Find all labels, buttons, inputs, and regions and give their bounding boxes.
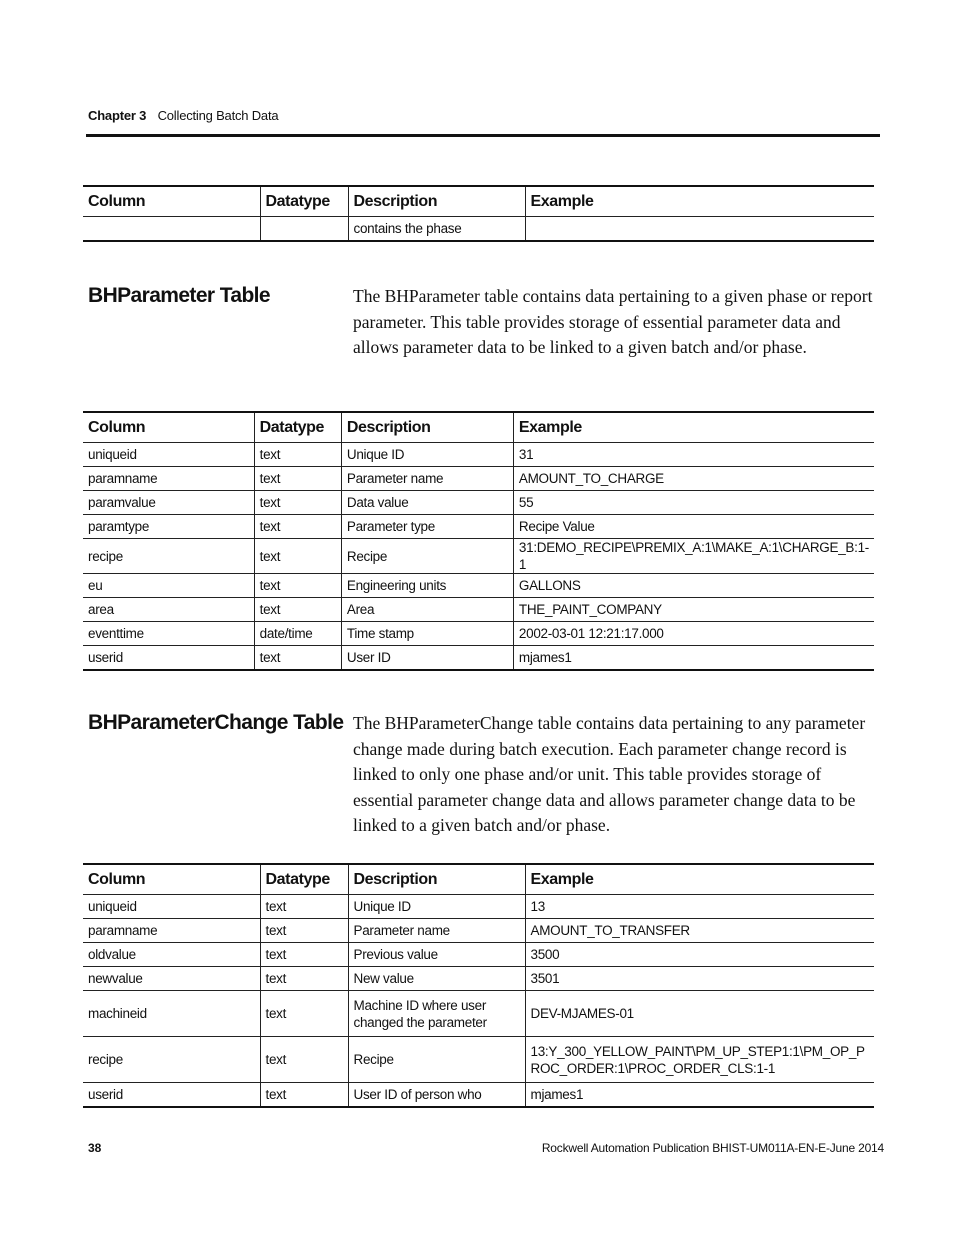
- column-header: Description: [348, 186, 525, 217]
- table-cell: DEV-MJAMES-01: [525, 991, 874, 1037]
- table-cell: 31: [513, 443, 874, 467]
- table-cell: area: [83, 598, 254, 622]
- table-cell: oldvalue: [83, 943, 260, 967]
- table-cell: contains the phase: [348, 217, 525, 242]
- table-row: [83, 598, 874, 622]
- table-cell: User ID of person who: [348, 1083, 525, 1108]
- chapter-title: Collecting Batch Data: [157, 108, 279, 123]
- table-cell: text: [254, 467, 341, 491]
- table-row: [83, 1037, 874, 1083]
- table-cell: text: [254, 598, 341, 622]
- table-cell: [525, 217, 874, 242]
- table-cell: paramname: [83, 467, 254, 491]
- column-header: Column: [83, 412, 254, 443]
- table-row: [83, 967, 874, 991]
- table-cell: text: [260, 1037, 348, 1083]
- table-header-row: [83, 186, 874, 217]
- table-cell: 2002-03-01 12:21:17.000: [513, 622, 874, 646]
- table-cell: Parameter name: [341, 467, 513, 491]
- column-header: Datatype: [260, 186, 348, 217]
- table-cell: 31:DEMO_RECIPE\PREMIX_A:1\MAKE_A:1\CHARGE_B:1-1: [513, 539, 874, 574]
- table-row: [83, 467, 874, 491]
- table-row: [83, 491, 874, 515]
- table-cell: paramvalue: [83, 491, 254, 515]
- page-number: 38: [88, 1141, 102, 1155]
- column-header: Example: [525, 186, 874, 217]
- table-cell: User ID: [341, 646, 513, 671]
- table-row: [83, 622, 874, 646]
- table-cell: text: [254, 443, 341, 467]
- table-cell: GALLONS: [513, 574, 874, 598]
- table-cell: 55: [513, 491, 874, 515]
- table-row: [83, 443, 874, 467]
- running-header: [88, 108, 278, 123]
- table-cell: AMOUNT_TO_TRANSFER: [525, 919, 874, 943]
- table-cell: 13:Y_300_YELLOW_PAINT\PM_UP_STEP1:1\PM_OP_PROC_ORDER:1\PROC_ORDER_CLS:1-1: [525, 1037, 874, 1083]
- table-row: [83, 646, 874, 671]
- table-cell: Unique ID: [341, 443, 513, 467]
- table-cell: newvalue: [83, 967, 260, 991]
- table-cell: Unique ID: [348, 895, 525, 919]
- table-cell: Engineering units: [341, 574, 513, 598]
- table-row: [83, 895, 874, 919]
- table-row: [83, 515, 874, 539]
- table-cell: text: [260, 991, 348, 1037]
- table-cell: date/time: [254, 622, 341, 646]
- bhparameterchange-table: [83, 863, 874, 1108]
- table-cell: Recipe: [348, 1037, 525, 1083]
- table-cell: Parameter type: [341, 515, 513, 539]
- table-cell: eventtime: [83, 622, 254, 646]
- bhparameter-description: The BHParameter table contains data pertaining to a given phase or report parameter. This table provides storage of essential parameter data and allows parameter data to be linked to a given batch and/or phase.: [353, 286, 873, 357]
- table-cell: userid: [83, 646, 254, 671]
- table-cell: [83, 217, 260, 242]
- table-cell: mjames1: [525, 1083, 874, 1108]
- table-cell: paramname: [83, 919, 260, 943]
- header-rule: [86, 134, 880, 137]
- bhparameterchange-heading: BHParameterChange Table: [88, 711, 344, 734]
- table-cell: AMOUNT_TO_CHARGE: [513, 467, 874, 491]
- table-row: [83, 539, 874, 574]
- chapter-label: Chapter 3: [88, 108, 147, 123]
- table-cell: text: [260, 967, 348, 991]
- table-cell: 13: [525, 895, 874, 919]
- table-body: [83, 443, 874, 671]
- table-cell: Machine ID where user changed the parameter: [348, 991, 525, 1037]
- table-cell: uniqueid: [83, 895, 260, 919]
- table-row: [83, 919, 874, 943]
- column-header: Description: [341, 412, 513, 443]
- column-header: Datatype: [254, 412, 341, 443]
- table-cell: 3501: [525, 967, 874, 991]
- column-header: Column: [83, 864, 260, 895]
- table-cell: Recipe: [341, 539, 513, 574]
- column-header: Description: [348, 864, 525, 895]
- continued-table: [83, 185, 874, 242]
- table-cell: recipe: [83, 539, 254, 574]
- table-header-row: [83, 864, 874, 895]
- table-cell: Parameter name: [348, 919, 525, 943]
- table-cell: text: [254, 515, 341, 539]
- table-cell: userid: [83, 1083, 260, 1108]
- table-cell: text: [254, 491, 341, 515]
- table-cell: uniqueid: [83, 443, 254, 467]
- table-row: [83, 1083, 874, 1108]
- bhparameter-heading: BHParameter Table: [88, 284, 270, 307]
- table-cell: recipe: [83, 1037, 260, 1083]
- table-cell: text: [254, 574, 341, 598]
- table-cell: Area: [341, 598, 513, 622]
- table-row: [83, 943, 874, 967]
- table-cell: text: [254, 539, 341, 574]
- bhparameterchange-description: The BHParameterChange table contains data pertaining to any parameter change made during batch execution. Each parameter change record is linked to only one phase and/or unit. This table provides storage of essential parameter change data and allows parameter change data to be linked to a given batch and/or phase.: [353, 713, 866, 835]
- table-body: [83, 895, 874, 1108]
- table-cell: THE_PAINT_COMPANY: [513, 598, 874, 622]
- table-cell: text: [254, 646, 341, 671]
- table-cell: Data value: [341, 491, 513, 515]
- table-row: [83, 991, 874, 1037]
- table-cell: Time stamp: [341, 622, 513, 646]
- publication-info: Rockwell Automation Publication BHIST-UM011A-EN-E-June 2014: [541, 1141, 884, 1155]
- table-cell: text: [260, 919, 348, 943]
- table-row: [83, 574, 874, 598]
- table-cell: mjames1: [513, 646, 874, 671]
- table-cell: text: [260, 1083, 348, 1108]
- table-cell: Previous value: [348, 943, 525, 967]
- table-cell: machineid: [83, 991, 260, 1037]
- column-header: Example: [513, 412, 874, 443]
- bhparameter-table: [83, 411, 874, 671]
- table-body: [83, 217, 874, 242]
- table-cell: New value: [348, 967, 525, 991]
- column-header: Example: [525, 864, 874, 895]
- column-header: Column: [83, 186, 260, 217]
- table-row: [83, 217, 874, 242]
- table-cell: text: [260, 943, 348, 967]
- table-cell: Recipe Value: [513, 515, 874, 539]
- table-cell: paramtype: [83, 515, 254, 539]
- column-header: Datatype: [260, 864, 348, 895]
- table-cell: text: [260, 895, 348, 919]
- table-cell: eu: [83, 574, 254, 598]
- table-header-row: [83, 412, 874, 443]
- table-cell: 3500: [525, 943, 874, 967]
- table-cell: [260, 217, 348, 242]
